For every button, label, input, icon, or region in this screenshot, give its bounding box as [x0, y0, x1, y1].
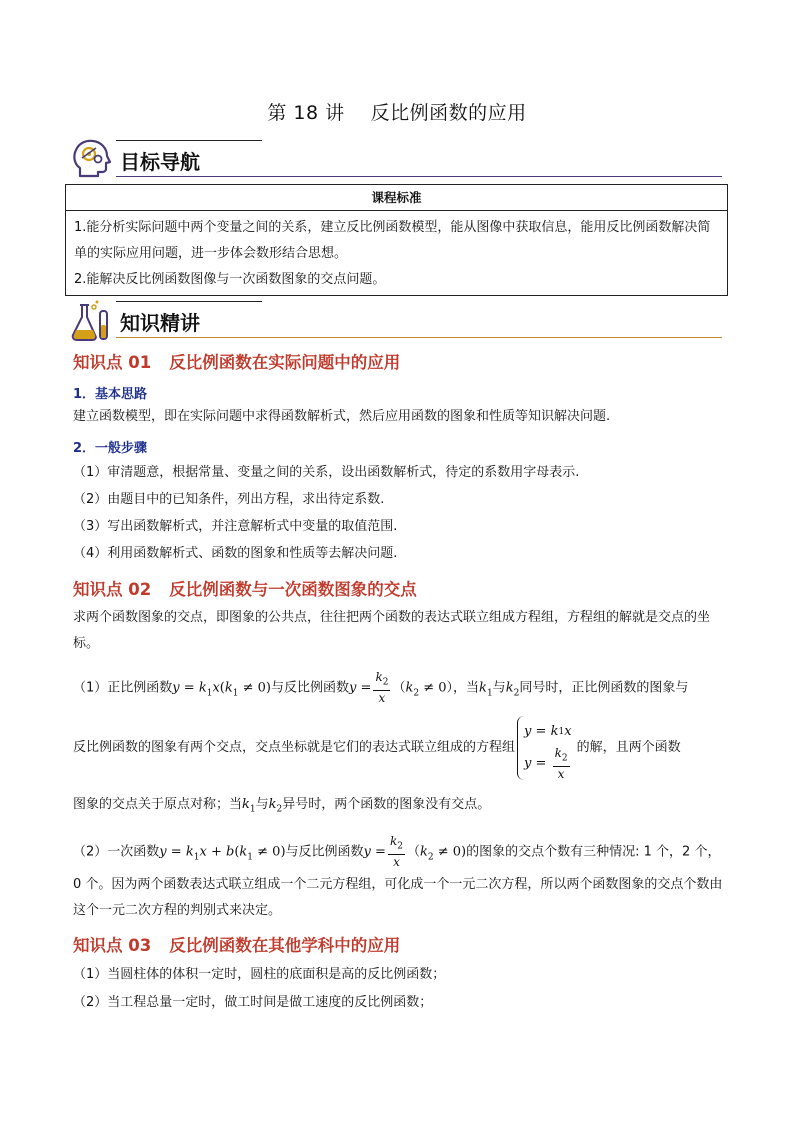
kp3-item-1: （1）当圆柱体的体积一定时，圆柱的底面积是高的反比例函数；	[73, 967, 446, 982]
kp3-heading	[73, 932, 400, 956]
kp1-step-1: （1）审清题意，根据常量、变量之间的关系，设出函数解析式，待定的系数用字母表示.	[73, 465, 580, 480]
kp2-p2-line2: 0 个。因为两个函数表达式联立组成一个二元方程组，可化成一个一元二次方程，所以两个函数图象的交点个数由这个一元二次方程的判别式来决定。	[73, 877, 723, 918]
kp1-number: 知识点 01	[73, 353, 152, 372]
standards-body	[66, 211, 727, 293]
section-banner-knowledge	[64, 297, 722, 345]
lecture-number: 第 18 讲	[267, 102, 345, 124]
kp2-p1-line3: 图象的交点关于原点对称；当$k_1$与$k_2$异号时，两个函数的图象没有交点。	[73, 797, 491, 815]
kp3-number: 知识点 03	[73, 936, 152, 955]
kp1-title: 反比例函数在实际问题中的应用	[169, 353, 401, 372]
flask-icon	[68, 297, 114, 343]
kp2-p1-line2: 反比例函数的图象有两个交点，交点坐标就是它们的表达式联立组成的方程组 y = k 1 x y = $\frac{k_2}{x}$ 的解，且两个函数	[73, 716, 725, 780]
head-gears-icon	[68, 136, 114, 182]
page-title	[0, 98, 794, 125]
kp1-sub-basic: 1．基本思路	[73, 387, 148, 402]
lecture-topic: 反比例函数的应用	[370, 102, 527, 124]
kp1-basic-text: 建立函数模型，即在实际问题中求得函数解析式，然后应用函数的图象和性质等知识解决问题.	[73, 409, 611, 424]
kp3-item-2: （2）当工程总量一定时，做工时间是做工速度的反比例函数；	[73, 995, 433, 1010]
section-label-knowledge: 知识精讲	[120, 311, 200, 335]
kp2-p1-line1: （1）正比例函数$y = k_1x(k_1 \ne 0)$与反比例函数y = $\frac{k_2}{x}$ $(k_2 \ne 0)$，当$k_1$与$k_2$同号时，正比例函数的图象与	[73, 670, 689, 706]
kp1-step-4: （4）利用函数解析式、函数的图象和性质等去解决问题.	[73, 546, 398, 561]
fraction-k2-over-x-2: $\frac{k_2}{x}$	[389, 834, 403, 870]
kp2-heading	[73, 576, 417, 600]
kp1-heading	[73, 349, 400, 373]
equation-system: y = k 1 x y = $\frac{k_2}{x}$	[517, 716, 575, 780]
kp1-step-3: （3）写出函数解析式，并注意解析式中变量的取值范围.	[73, 519, 398, 534]
standards-header: 课程标准	[66, 185, 727, 211]
kp2-number: 知识点 02	[73, 580, 152, 599]
kp2-p2-line1: （2）一次函数$y = k_1x + b(k_1 \ne 0)$与反比例函数y = $\frac{k_2}{x}$ $(k_2 \ne 0)$的图象的交点个数有三种情况: 1 个，2 个，	[73, 834, 721, 870]
course-standards-box	[65, 184, 728, 296]
section-label-goals: 目标导航	[120, 150, 200, 174]
section-banner-goals	[64, 136, 722, 184]
fraction-k2-over-x: $\frac{k_2}{x}$	[375, 670, 389, 706]
kp1-sub-steps: 2．一般步骤	[73, 441, 148, 456]
kp1-step-2: （2）由题目中的已知条件，列出方程，求出待定系数.	[73, 492, 385, 507]
standards-item-2: 2.能解决反比例函数图像与一次函数图象的交点问题。	[74, 272, 386, 287]
kp3-title: 反比例函数在其他学科中的应用	[169, 936, 401, 955]
standards-item-1: 1.能分析实际问题中两个变量之间的关系，建立反比例函数模型，能从图像中获取信息，能用反比例函数解决简单的实际应用问题，进一步体会数形结合思想。	[74, 220, 711, 261]
kp2-title: 反比例函数与一次函数图象的交点	[169, 580, 417, 599]
kp2-intro: 求两个函数图象的交点，即图象的公共点，往往把两个函数的表达式联立组成方程组，方程组的解就是交点的坐标。	[73, 610, 711, 651]
